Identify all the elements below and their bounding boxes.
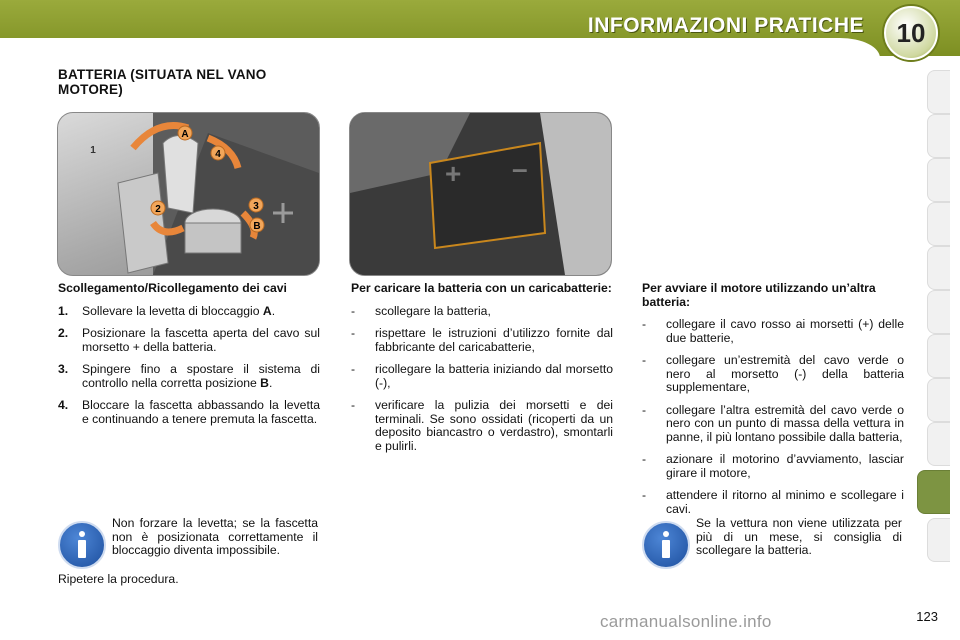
list-text: rispettare le istruzioni d’utilizzo fornite dal fabbricante del caricabatterie, (375, 326, 613, 354)
chapter-tab[interactable] (927, 158, 950, 202)
list-dash: - (642, 488, 647, 502)
label-4: 4 (215, 149, 221, 160)
chapter-tab[interactable] (927, 422, 950, 466)
list-dash: - (351, 326, 356, 340)
section-title: BATTERIA (SITUATA NEL VANO MOTORE) (58, 67, 267, 97)
col2-title: Per caricare la batteria con un caricabatterie: (351, 281, 612, 295)
chapter-number-badge: 10 (884, 6, 938, 60)
info-icon-dot (79, 531, 85, 537)
info-note-unused-vehicle: Se la vettura non viene utilizzata per più di un mese, si consiglia di scollegare la batteria. (696, 516, 902, 557)
chapter-title: INFORMAZIONI PRATICHE (587, 14, 864, 37)
step-number: 4. (58, 398, 69, 412)
list-text: collegare l’altra estremità del cavo verde o nero con un punto di massa della vettura in panne, il più lontano possibile dalla batteria, (666, 402, 904, 444)
step-text: Bloccare la fascetta abbassando la levetta e continuando a tenere premuta la fascetta. (82, 398, 320, 426)
list-item (642, 453, 904, 480)
list-dash: - (351, 303, 356, 318)
locking-lever (163, 136, 198, 214)
list-item (642, 404, 904, 445)
step-item (58, 305, 320, 319)
step-text: Posizionare la fascetta aperta del cavo sul morsetto + della batteria. (82, 326, 320, 354)
chapter-tab[interactable] (927, 202, 950, 246)
info-icon (642, 521, 690, 569)
disconnect-reconnect-section (58, 282, 320, 435)
label-a: A (181, 129, 189, 140)
info-icon (58, 521, 106, 569)
list-item (351, 399, 613, 453)
col1-title: Scollegamento/Ricollegamento dei cavi (58, 281, 287, 295)
list-item (642, 354, 904, 395)
list-item (642, 318, 904, 345)
list-dash: - (642, 353, 647, 367)
list-text: collegare un’estremità del cavo verde o nero al morsetto (-) della batteria supplementare, (666, 353, 904, 394)
list-text: scollegare la batteria, (375, 303, 491, 318)
battery-terminal-illustration (57, 112, 320, 276)
battery-terminal-drawing (58, 113, 319, 275)
jump-start-section (642, 282, 904, 525)
label-3: 3 (253, 201, 259, 212)
chapter-tab-active[interactable] (917, 470, 950, 514)
list-dash: - (351, 362, 356, 376)
chapter-tab[interactable] (927, 114, 950, 158)
label-2: 2 (155, 204, 161, 215)
list-item (642, 489, 904, 516)
label-b: B (253, 221, 261, 232)
info-note-lever: Non forzare la levetta; se la fascetta non è posizionata correttamente il bloccaggio diventa impossibile. (112, 516, 318, 557)
list-text: attendere il ritorno al minimo e scollegare i cavi. (666, 488, 904, 516)
step-bold: B (260, 375, 269, 390)
col3-title: Per avviare il motore utilizzando un’altra batteria: (642, 281, 876, 309)
chapter-tab[interactable] (927, 290, 950, 334)
chapter-tab[interactable] (927, 518, 950, 562)
list-item (351, 327, 613, 354)
list-dash: - (642, 402, 647, 417)
engine-bay-photo (349, 112, 612, 276)
list-text: ricollegare la batteria iniziando dal morsetto (-), (375, 362, 613, 390)
engine-bay-drawing (350, 113, 611, 275)
header-curve (0, 38, 880, 60)
info-icon-bar (78, 540, 86, 558)
charging-section (351, 282, 613, 462)
list-text: azionare il motorino d’avviamento, lasciar girare il motore, (666, 452, 904, 480)
step-item (58, 327, 320, 354)
step-after: . (268, 375, 273, 390)
battery-plus: + (445, 158, 462, 189)
list-text: collegare il cavo rosso ai morsetti (+) delle due batterie, (666, 317, 904, 345)
step-number: 1. (58, 303, 69, 318)
info-icon-bar (662, 540, 670, 558)
post-body (185, 223, 241, 253)
list-item (351, 305, 613, 319)
step-after: . (271, 303, 276, 318)
chapter-tab[interactable] (927, 334, 950, 378)
watermark: carmanualsonline.info (600, 612, 772, 631)
step-number: 3. (58, 362, 69, 376)
list-item (351, 363, 613, 390)
step-text: Sollevare la levetta di bloccaggio (82, 303, 263, 318)
step-text: Spingere fino a spostare il sistema di controllo nella corretta posizione (82, 362, 320, 390)
list-text: verificare la pulizia dei morsetti e dei terminali. Se sono ossidati (ricoperti da un deposito biancastro o verdastro), smontarli e pulirli. (375, 398, 613, 453)
repeat-procedure-text: Ripetere la procedura. (58, 572, 179, 586)
chapter-tab[interactable] (927, 246, 950, 290)
page-header (0, 0, 960, 56)
list-dash: - (642, 452, 647, 466)
step-number: 2. (58, 326, 69, 340)
list-dash: - (642, 317, 647, 331)
step-bold: A (262, 303, 272, 318)
battery-minus: – (512, 153, 528, 184)
chapter-tab[interactable] (927, 378, 950, 422)
chapter-tab[interactable] (927, 70, 950, 114)
step-item (58, 363, 320, 390)
info-icon-dot (663, 531, 669, 537)
step-item (58, 399, 320, 426)
page-number: 123 (916, 609, 938, 624)
chapter-tabs (924, 70, 950, 575)
list-dash: - (351, 398, 356, 412)
label-1: 1 (90, 145, 96, 156)
